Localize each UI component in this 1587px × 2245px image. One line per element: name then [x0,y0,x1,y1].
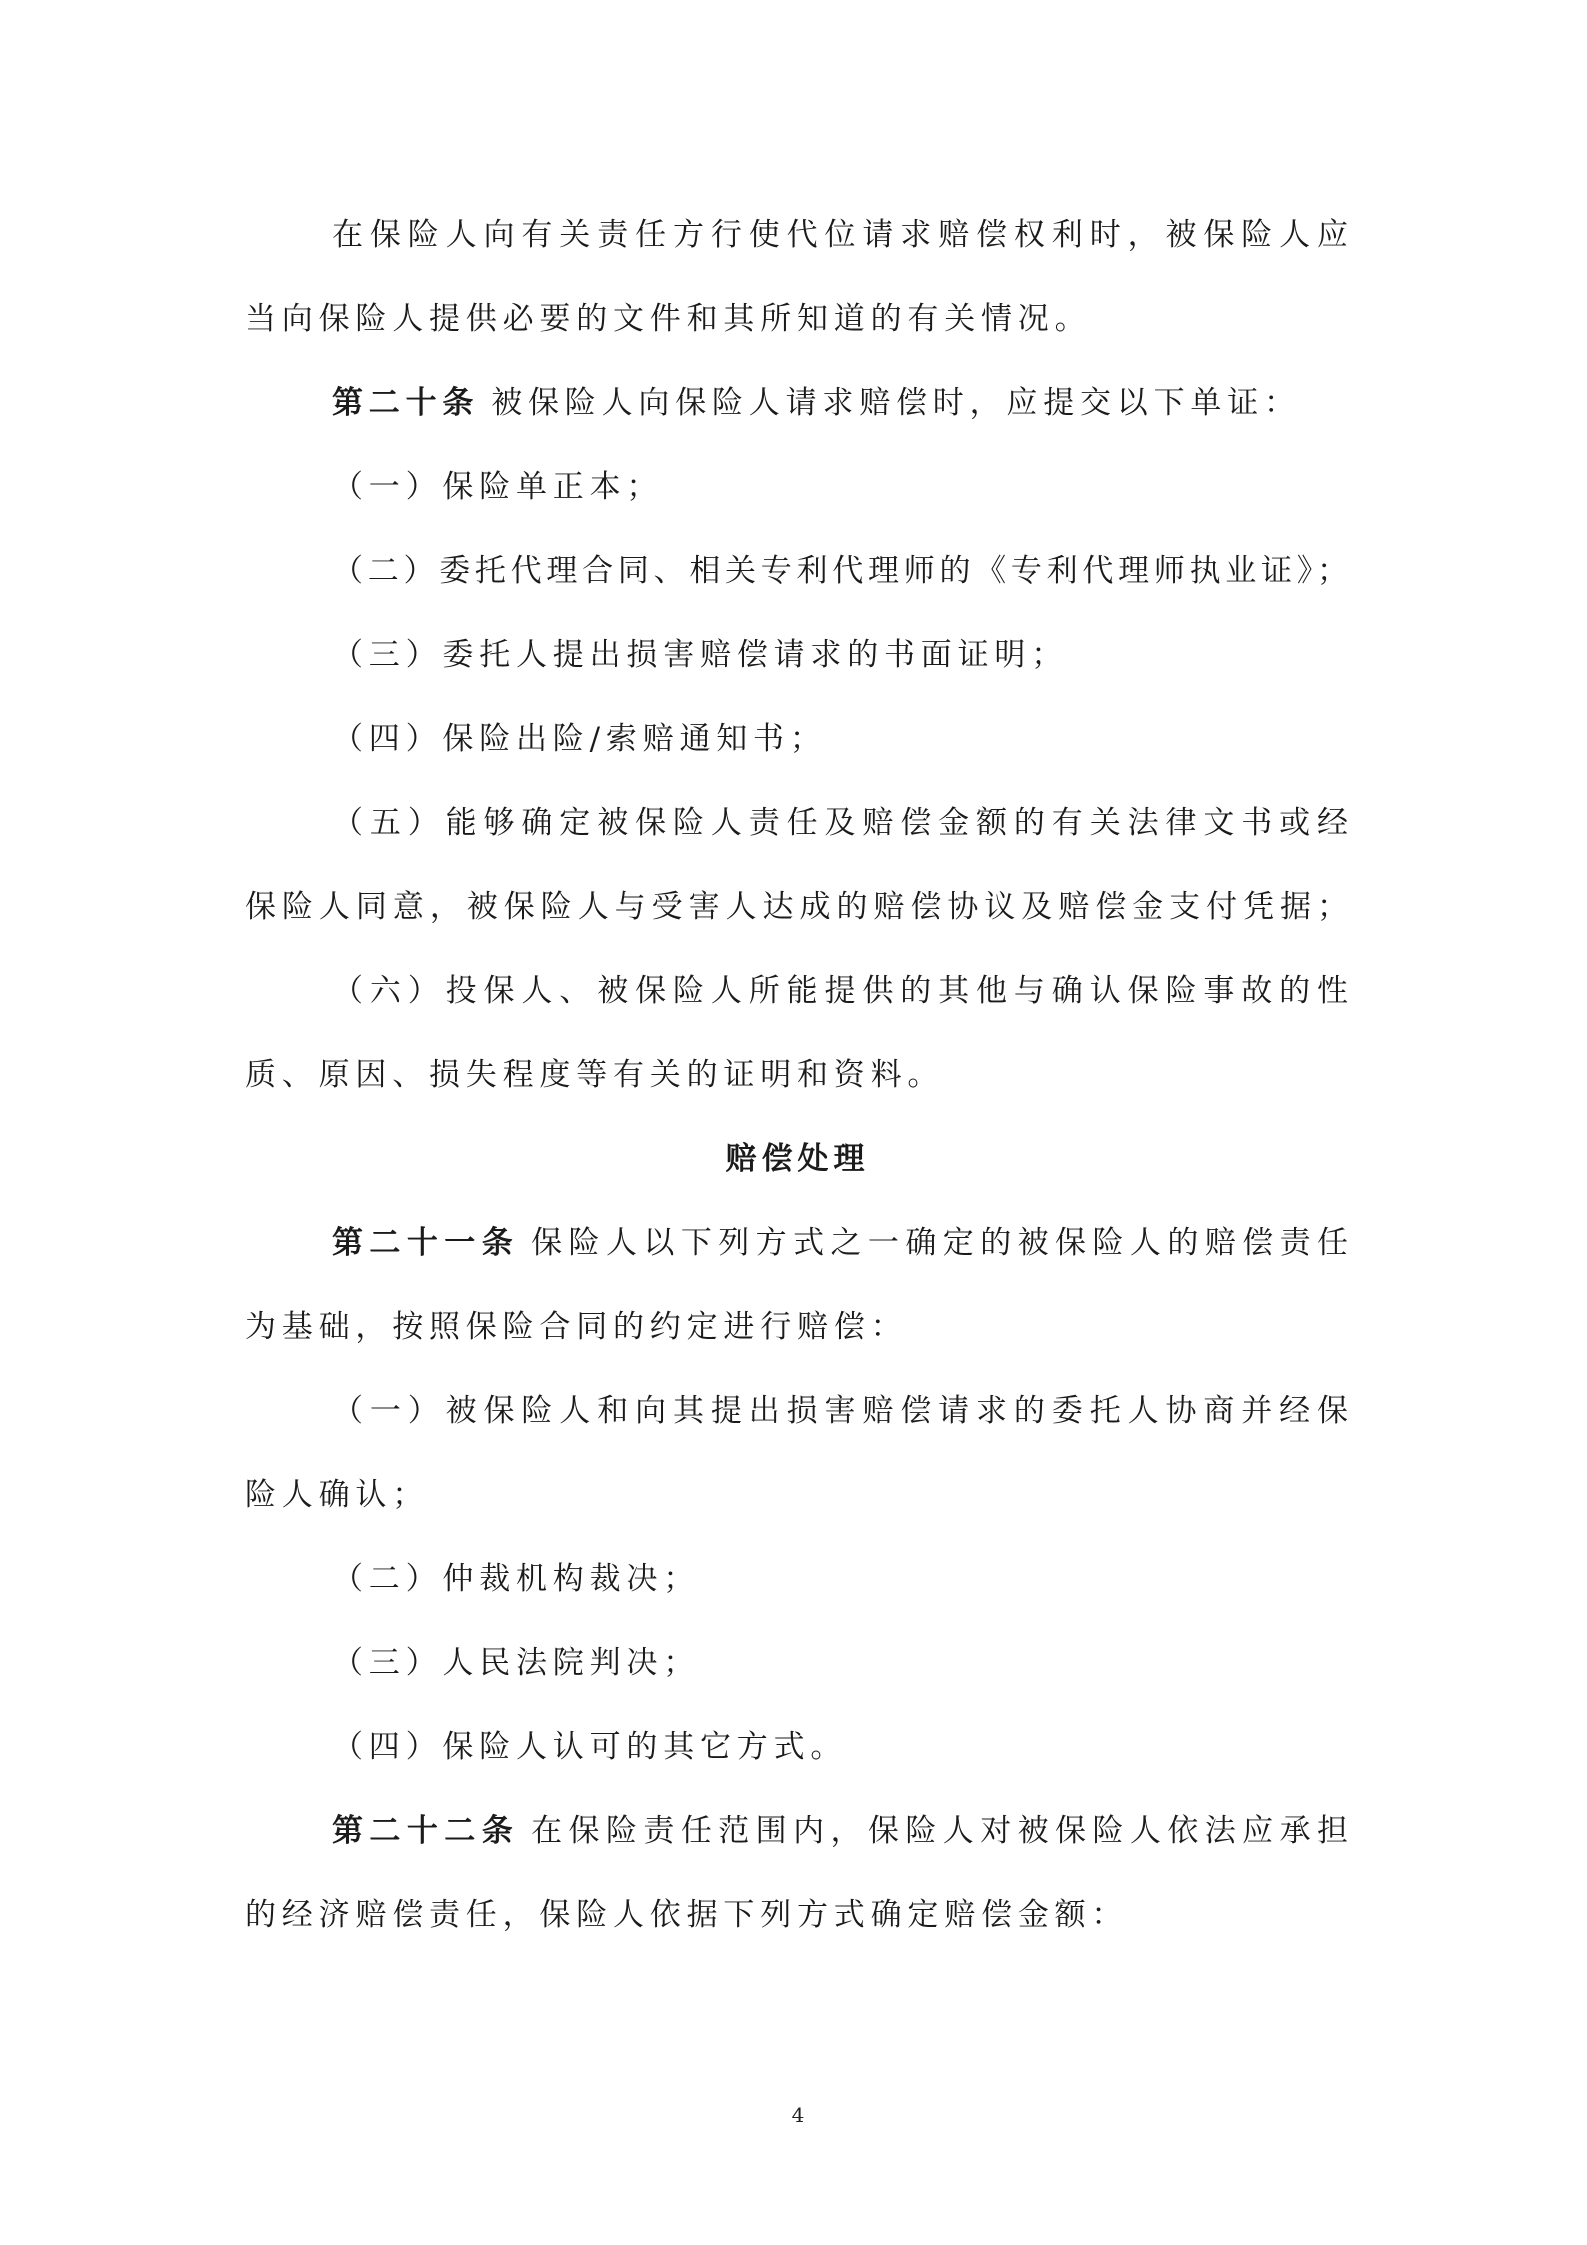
article-number: 第二十二条 [332,1813,520,1849]
list-item-line: （四）保险人认可的其它方式。 [332,1729,848,1765]
list-item-line-continued: 险人确认； [245,1477,429,1513]
article-line [332,1789,1355,1873]
list-item-line: （二）仲裁机构裁决； [332,1561,700,1597]
section-heading: 赔偿处理 [725,1141,870,1177]
article-text: 在保险责任范围内，保险人对被保险人依法应承担 [531,1813,1355,1849]
list-item-line-continued: 保险人同意，被保险人与受害人达成的赔偿协议及赔偿金支付凭据； [245,889,1354,925]
list-item-line: （一）被保险人和向其提出损害赔偿请求的委托人协商并经保 [332,1393,1355,1429]
paragraph-line: 在保险人向有关责任方行使代位请求赔偿权利时，被保险人应 [332,217,1355,253]
list-item-line: （三）委托人提出损害赔偿请求的书面证明； [332,637,1068,673]
paragraph-line: 当向保险人提供必要的文件和其所知道的有关情况。 [245,301,1092,337]
list-item-line: （二）委托代理合同、相关专利代理师的《专利代理师执业证》； [332,553,1353,589]
paragraph-line: 为基础，按照保险合同的约定进行赔偿： [245,1309,908,1345]
article-line [332,1201,1355,1285]
page-number: 4 [791,2103,805,2127]
article-line [332,361,1587,445]
list-item-line-continued: 质、原因、损失程度等有关的证明和资料。 [245,1057,945,1093]
document-body [0,193,1587,1957]
list-item-line: （六）投保人、被保险人所能提供的其他与确认保险事故的性 [332,973,1355,1009]
article-text: 被保险人向保险人请求赔偿时，应提交以下单证： [491,385,1301,421]
article-number: 第二十一条 [332,1225,520,1261]
article-number: 第二十条 [332,385,480,421]
article-text: 保险人以下列方式之一确定的被保险人的赔偿责任 [531,1225,1355,1261]
list-item-line: （三）人民法院判决； [332,1645,700,1681]
list-item-line: （四）保险出险/索赔通知书； [332,721,827,757]
paragraph-line: 的经济赔偿责任，保险人依据下列方式确定赔偿金额： [245,1897,1129,1933]
list-item-line: （五）能够确定被保险人责任及赔偿金额的有关法律文书或经 [332,805,1355,841]
list-item-line: （一）保险单正本； [332,469,664,505]
